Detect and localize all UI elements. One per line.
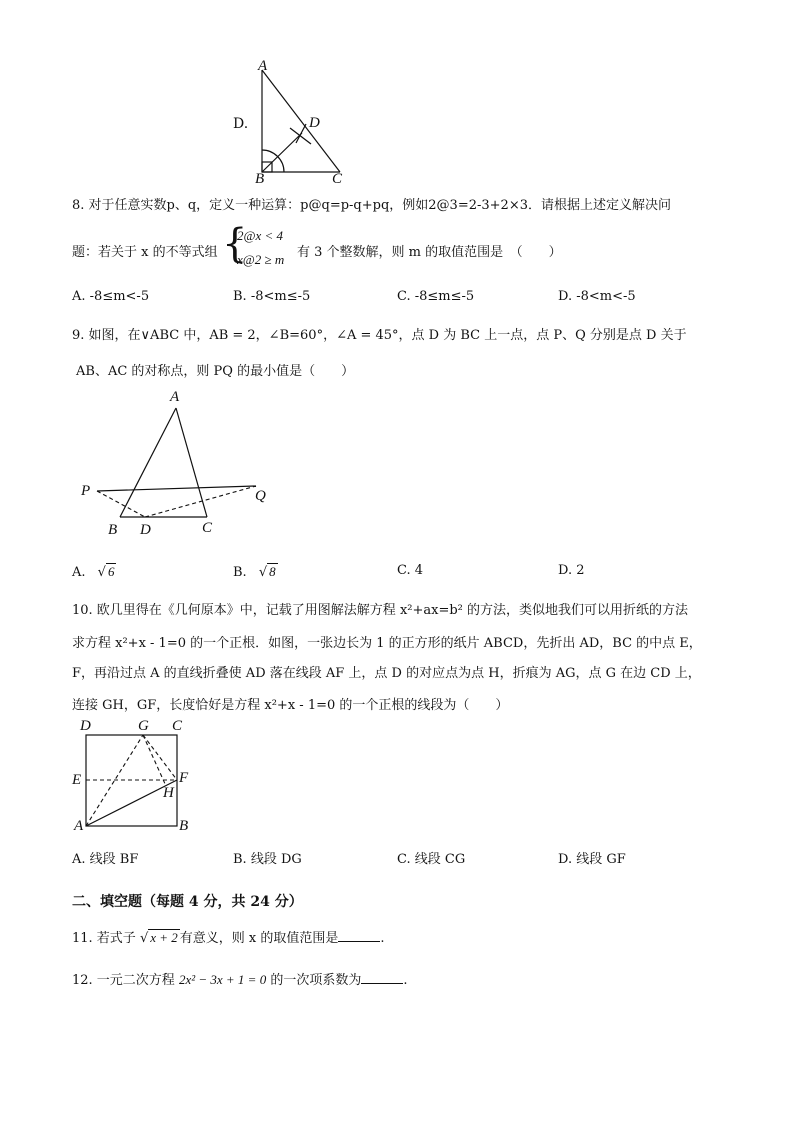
q9-label-p: P <box>81 483 91 499</box>
section2-title: 二、填空题（每题 4 分，共 24 分） <box>72 894 303 910</box>
q10-line4: 连接 GH，GF，长度恰好是方程 x²+x - 1=0 的一个正根的线段为（ ） <box>72 698 509 713</box>
q10-label-b: B <box>179 818 189 834</box>
q7-label-b: B <box>255 171 265 187</box>
q8-brace: { <box>222 221 248 267</box>
q10-option-d[interactable]: D. 线段 GF <box>558 852 626 867</box>
q11-prefix: 11. 若式子 <box>72 931 136 946</box>
q8-system-top: 2@x < 4 <box>237 228 284 243</box>
q10-label-h: H <box>163 785 174 801</box>
q10-line1: 10. 欧几里得在《几何原本》中，记载了用图解法解方程 x²+ax=b² 的方法，类似地我们可以用折纸的方法 <box>72 603 689 618</box>
q8-option-b[interactable]: B. -8<m≤-5 <box>233 289 311 304</box>
q9-option-a-prefix: A. <box>72 565 86 580</box>
q11-answer-blank[interactable] <box>338 929 380 942</box>
q9-option-a-sqrt-icon: √ <box>97 565 106 580</box>
q9-label-a: A <box>170 389 180 405</box>
q11-radicand: x + 2 <box>150 930 178 945</box>
q10-line3: F，再沿过点 A 的直线折叠使 AD 落在线段 AF 上，点 D 的对应点为点 H，折痕为 AG，点 G 在边 CD 上， <box>72 666 701 681</box>
q7-label-d: D <box>309 115 320 131</box>
q10-line2: 求方程 x²+x - 1=0 的一个正根．如图，一张边长为 1 的正方形的纸片 ABCD，先折出 AD，BC 的中点 E， <box>72 636 702 651</box>
q9-option-c[interactable]: C. 4 <box>397 563 424 578</box>
q9-option-b-radicand: 8 <box>269 564 276 579</box>
q12-prefix: 12. 一元二次方程 <box>72 973 175 988</box>
q12-end: . <box>403 973 408 988</box>
q8-option-c[interactable]: C. -8≤m≤-5 <box>397 289 475 304</box>
q10-dashed-gh <box>143 735 166 786</box>
q12-suffix: 的一次项系数为 <box>270 973 362 988</box>
q9-option-b-prefix: B. <box>233 565 247 580</box>
q9-line1: 9. 如图，在∨ABC 中，AB = 2，∠B=60°，∠A = 45°，点 D 为 BC 上一点，点 P、Q 分别是点 D 关于 <box>72 328 687 343</box>
q9-line2: AB、AC 的对称点，则 PQ 的最小值是（ ） <box>76 364 355 379</box>
q10-option-a[interactable]: A. 线段 BF <box>72 852 139 867</box>
q12-line <box>72 969 408 988</box>
q9-label-q: Q <box>255 488 266 504</box>
q12-answer-blank[interactable] <box>361 971 403 984</box>
q9-label-d: D <box>140 522 151 538</box>
q10-dashed-gf <box>143 735 177 780</box>
q9-option-b-sqrt-icon: √ <box>258 565 268 580</box>
q10-label-d: D <box>80 718 91 734</box>
q8-line2-prefix: 题：若关于 x 的不等式组 <box>72 245 218 260</box>
q9-label-c: C <box>202 520 213 536</box>
q10-label-g: G <box>138 718 149 734</box>
q10-label-f: F <box>179 770 189 786</box>
q10-label-e: E <box>72 772 82 788</box>
q8-option-d[interactable]: D. -8<m<-5 <box>558 289 636 304</box>
q11-line <box>72 927 385 946</box>
q10-option-b[interactable]: B. 线段 DG <box>233 852 302 867</box>
q9-option-d[interactable]: D. 2 <box>558 563 585 578</box>
q9-label-b: B <box>108 522 118 538</box>
q11-suffix: 有意义，则 x 的取值范围是 <box>179 931 339 946</box>
q9-option-a-radicand: 6 <box>107 564 115 579</box>
q10-label-a: A <box>74 818 84 834</box>
q8-line1: 8. 对于任意实数p、q，定义一种运算：p@q=p-q+pq，例如2@3=2-3+2×3．请根据上述定义解决问 <box>72 198 671 213</box>
q12-equation: 2x² − 3x + 1 = 0 <box>178 972 267 987</box>
q8-option-a[interactable]: A. -8≤m<-5 <box>72 289 150 304</box>
q11-sqrt-icon: √ <box>139 931 149 946</box>
q7-option-d-label: D. <box>233 116 249 132</box>
q8-line2-suffix: 有 3 个整数解，则 m 的取值范围是 （ ） <box>297 245 562 260</box>
q7-label-c: C <box>332 171 343 187</box>
q10-label-c: C <box>172 718 183 734</box>
q8-system-bottom: x@2 ≥ m <box>237 252 285 267</box>
q11-end: . <box>380 931 385 946</box>
q10-option-c[interactable]: C. 线段 CG <box>397 852 466 867</box>
q7-label-a: A <box>258 58 268 74</box>
